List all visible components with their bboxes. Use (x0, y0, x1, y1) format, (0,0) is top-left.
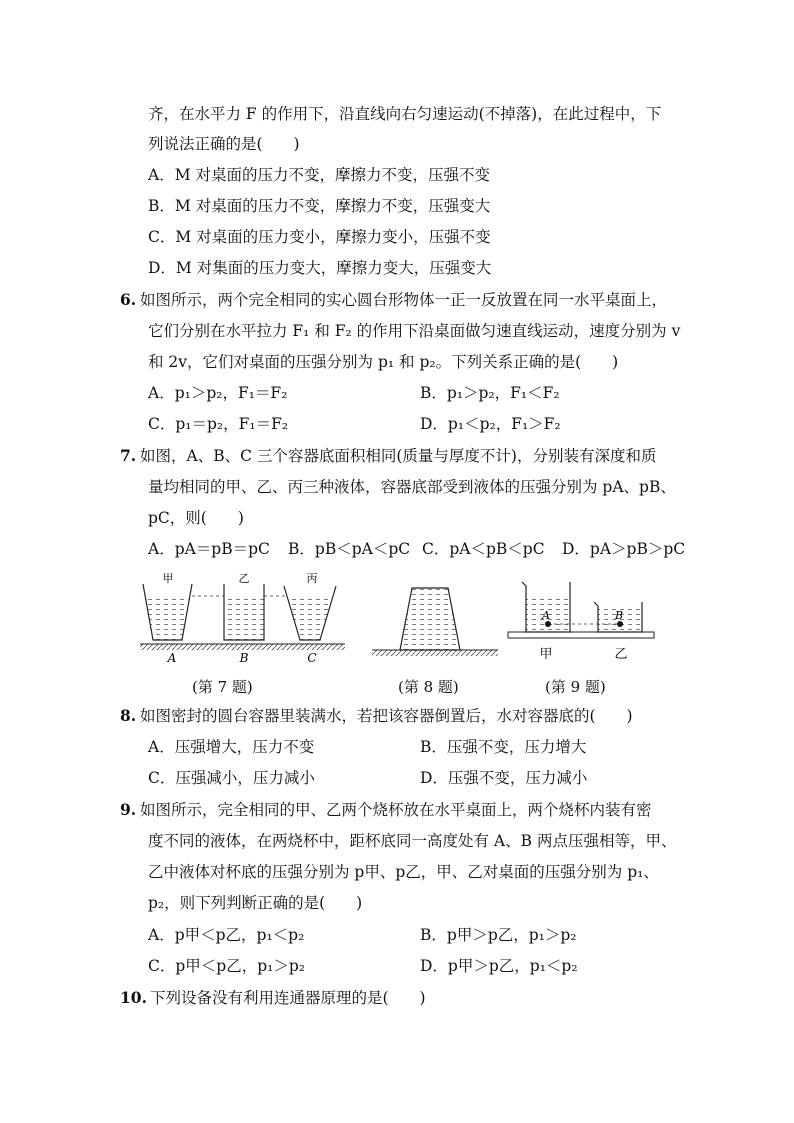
caption-fig-8: (第 8 题) (398, 678, 459, 696)
q7-line-3: pC，则( ) (148, 509, 244, 527)
q10-line-1: 下列设备没有利用连通器原理的是( ) (150, 989, 426, 1007)
figures-strip (140, 572, 680, 672)
q9-number: 9. (120, 800, 137, 819)
q7-number: 7. (120, 446, 137, 465)
q8-option-c: C．压强减小，压力减小 (148, 769, 315, 787)
q5-option-d: D．M 对集面的压力变大，摩擦力变大，压强变大 (148, 259, 492, 277)
fig9-label-jia: 甲 (539, 647, 553, 662)
q6-option-c: C．p₁＝p₂，F₁＝F₂ (148, 415, 289, 433)
q10-number: 10. (120, 988, 147, 1007)
q8-line-1: 如图密封的圆台容器里装满水，若把该容器倒置后，水对容器底的( ) (140, 707, 633, 725)
q7-option-a: A．pA＝pB＝pC (148, 540, 270, 558)
fig7-label-b: B (239, 651, 249, 665)
figure-9 (508, 582, 654, 662)
q9-line-2: 度不同的液体，在两烧杯中，距杯底同一高度处有 A、B 两点压强相等，甲、 (148, 832, 677, 850)
fig7-label-yi: 乙 (238, 572, 250, 585)
q7-option-d: D．pA＞pB＞pC (562, 540, 686, 558)
fig8-ground-hatch (372, 650, 498, 656)
q7-line-1: 如图，A、B、C 三个容器底面积相同(质量与厚度不计)，分别装有深度和质 (140, 447, 657, 465)
q6-option-d: D．p₁＜p₂，F₁＞F₂ (420, 415, 561, 433)
fig9-label-yi: 乙 (614, 647, 628, 662)
q6-line-3: 和 2v，它们对桌面的压强分别为 p₁ 和 p₂。下列关系正确的是( ) (148, 353, 619, 371)
q5-option-c: C．M 对桌面的压力变小，摩擦力变小，压强不变 (148, 228, 491, 246)
q8-option-d: D．压强不变，压力减小 (420, 769, 588, 787)
fig7-liquid-b (224, 596, 264, 640)
q7-option-c: C．pA＜pB＜pC (422, 540, 545, 558)
q9-line-3: 乙中液体对杯底的压强分别为 p甲、p乙，甲、乙对桌面的压强分别为 p₁、 (148, 863, 659, 881)
q9-line-1: 如图所示，完全相同的甲、乙两个烧杯放在水平桌面上，两个烧杯内装有密 (140, 801, 652, 819)
fig7-label-bing: 丙 (306, 572, 318, 585)
fig8-frustum-container (400, 588, 460, 650)
q8-number: 8. (120, 706, 137, 725)
q6-number: 6. (120, 290, 137, 309)
q9-line-4: p₂，则下列判断正确的是( ) (148, 894, 363, 912)
q9-option-a: A．p甲＜p乙，p₁＜p₂ (148, 926, 305, 944)
q5-line-2: 列说法正确的是( ) (148, 135, 300, 153)
q6-line-2: 它们分别在水平拉力 F₁ 和 F₂ 的作用下沿桌面做匀速直线运动，速度分别为 v (148, 322, 681, 340)
q9-option-b: B．p甲＞p乙，p₁＞p₂ (420, 926, 577, 944)
figure-7 (140, 572, 345, 665)
q9-option-c: C．p甲＜p乙，p₁＞p₂ (148, 957, 305, 975)
q5-option-b: B．M 对桌面的压力不变，摩擦力不变，压强变大 (148, 197, 491, 215)
fig7-label-a: A (167, 651, 177, 665)
q6-option-b: B．p₁＞p₂，F₁＜F₂ (420, 384, 560, 402)
fig9-label-b: B (615, 609, 624, 622)
q5-line-1: 齐，在水平力 F 的作用下，沿直线向右匀速运动(不掉落)，在此过程中，下 (148, 105, 662, 123)
caption-fig-9: (第 9 题) (545, 678, 606, 696)
fig7-ground-hatch (140, 644, 345, 650)
q9-option-d: D．p甲＞p乙，p₁＜p₂ (420, 957, 578, 975)
q6-line-1: 如图所示，两个完全相同的实心圆台形物体一正一反放置在同一水平桌面上， (140, 291, 668, 309)
caption-fig-7: (第 7 题) (192, 678, 253, 696)
q5-option-a: A．M 对桌面的压力不变，摩擦力不变，压强不变 (148, 166, 490, 184)
fig7-liquid-a (146, 596, 189, 640)
fig7-label-c: C (307, 651, 317, 665)
fig9-table (508, 632, 654, 638)
q8-option-b: B．压强不变，压力增大 (420, 738, 587, 756)
q7-option-b: B．pB＜pA＜pC (288, 540, 411, 558)
q8-option-a: A．压强增大，压力不变 (148, 738, 315, 756)
fig7-label-jia: 甲 (162, 572, 174, 585)
q7-line-2: 量均相同的甲、乙、丙三种液体，容器底部受到液体的压强分别为 pA、pB、 (148, 478, 676, 496)
q6-option-a: A．p₁＞p₂，F₁＝F₂ (148, 384, 288, 402)
fig9-label-a: A (542, 609, 550, 622)
figure-8 (372, 588, 498, 656)
